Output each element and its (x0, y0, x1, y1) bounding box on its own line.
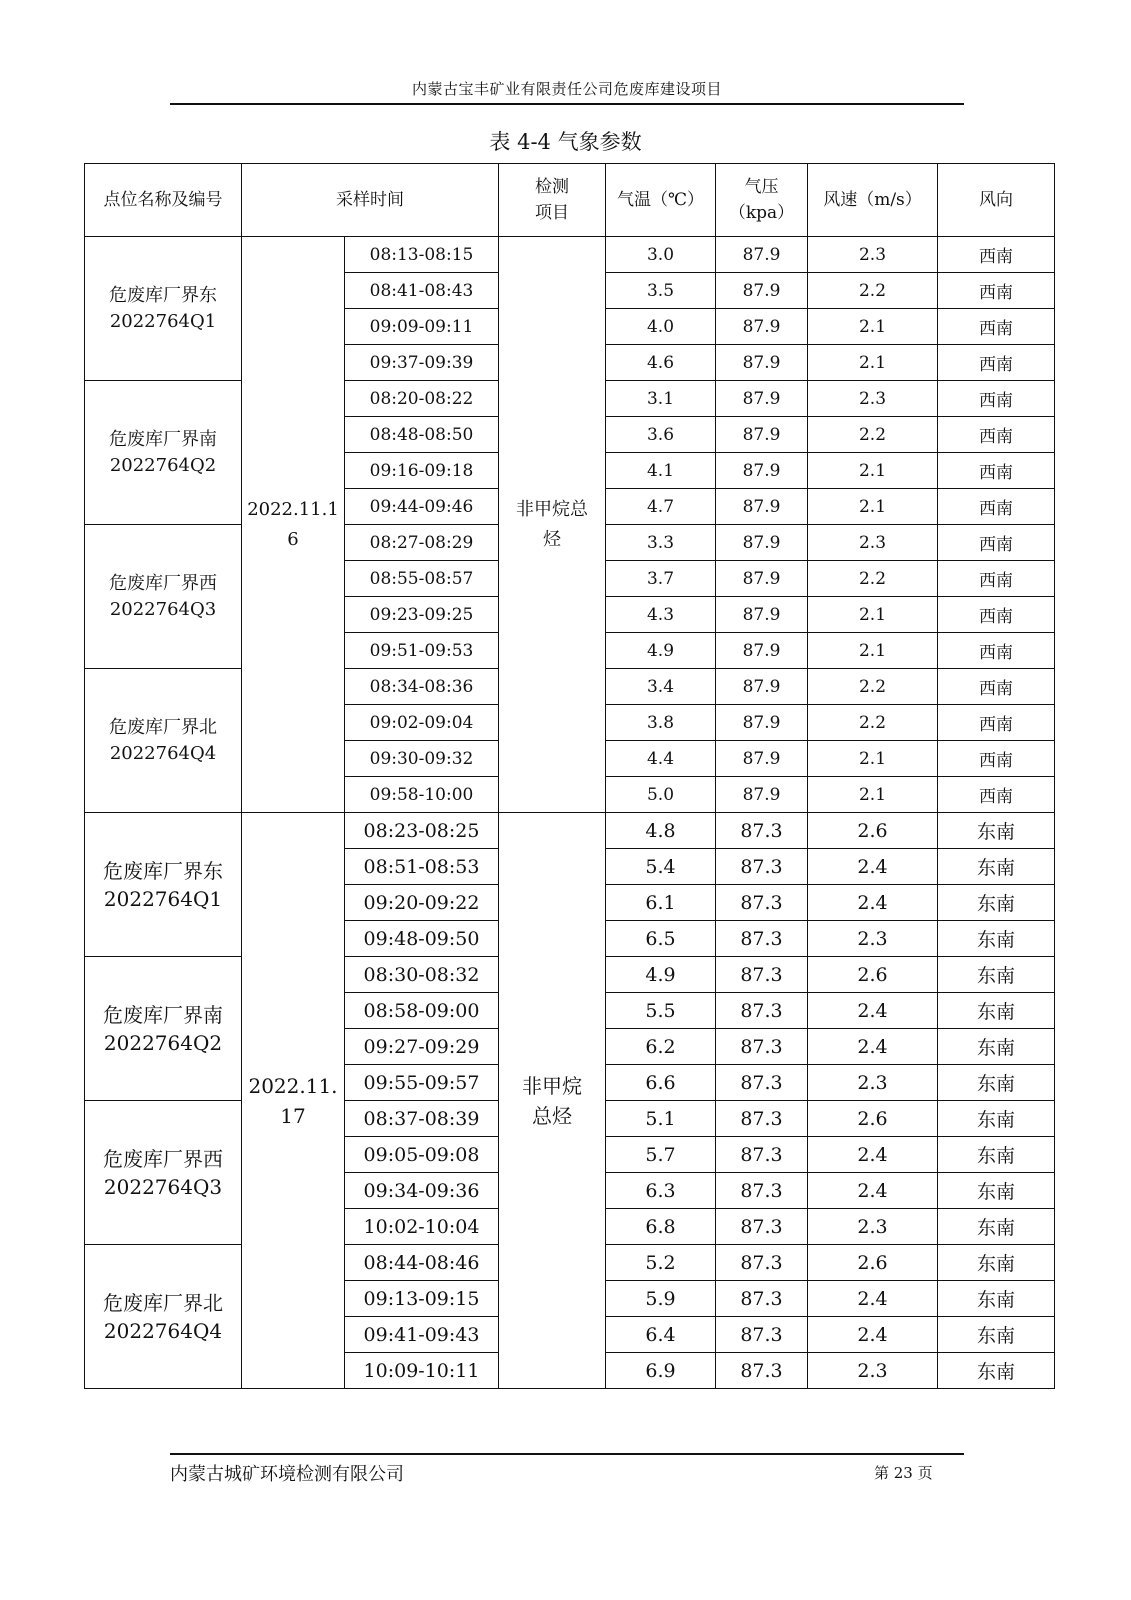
pressure-value: 87.9 (716, 633, 808, 669)
sampling-time: 09:13-09:15 (345, 1281, 499, 1317)
temperature-value: 3.1 (606, 381, 716, 417)
sampling-time: 08:30-08:32 (345, 957, 499, 993)
temperature-value: 5.5 (606, 993, 716, 1029)
wind-speed-value: 2.3 (808, 1065, 938, 1101)
sampling-time: 08:27-08:29 (345, 525, 499, 561)
sampling-time: 09:41-09:43 (345, 1317, 499, 1353)
wind-speed-value: 2.1 (808, 309, 938, 345)
wind-speed-value: 2.2 (808, 705, 938, 741)
wind-direction-value: 西南 (938, 417, 1055, 453)
pressure-value: 87.3 (716, 1029, 808, 1065)
col-header-site: 点位名称及编号 (85, 164, 242, 237)
pressure-value: 87.9 (716, 597, 808, 633)
site-cell (85, 525, 242, 669)
wind-speed-value: 2.6 (808, 1101, 938, 1137)
pressure-value: 87.9 (716, 417, 808, 453)
wind-speed-value: 2.4 (808, 1317, 938, 1353)
site-cell (85, 381, 242, 525)
wind-direction-value: 西南 (938, 489, 1055, 525)
site-name: 危废库厂界南 (109, 428, 217, 450)
wind-speed-value: 2.2 (808, 669, 938, 705)
sampling-time: 09:02-09:04 (345, 705, 499, 741)
wind-direction-value: 西南 (938, 345, 1055, 381)
wind-speed-value: 2.1 (808, 741, 938, 777)
wind-speed-value: 2.4 (808, 1281, 938, 1317)
temperature-value: 4.0 (606, 309, 716, 345)
wind-speed-value: 2.6 (808, 813, 938, 849)
col-header-wind-speed: 风速（m/s） (808, 164, 938, 237)
wind-direction-value: 东南 (938, 1317, 1055, 1353)
test-item-line1: 非甲烷 (522, 1073, 582, 1098)
wind-direction-value: 东南 (938, 957, 1055, 993)
wind-direction-value: 东南 (938, 1029, 1055, 1065)
site-cell (85, 813, 242, 957)
sampling-time: 09:55-09:57 (345, 1065, 499, 1101)
wind-speed-value: 2.4 (808, 849, 938, 885)
temperature-value: 4.3 (606, 597, 716, 633)
wind-direction-value: 西南 (938, 597, 1055, 633)
day-group-2022-11-16 (85, 237, 1055, 813)
wind-direction-value: 东南 (938, 885, 1055, 921)
site-cell (85, 237, 242, 381)
pressure-value: 87.9 (716, 561, 808, 597)
site-name: 危废库厂界南 (103, 1002, 223, 1027)
temperature-value: 4.8 (606, 813, 716, 849)
wind-direction-value: 东南 (938, 1353, 1055, 1389)
wind-direction-value: 西南 (938, 633, 1055, 669)
footer-rule (170, 1453, 964, 1455)
temperature-value: 6.1 (606, 885, 716, 921)
wind-direction-value: 东南 (938, 1065, 1055, 1101)
site-code: 2022764Q4 (103, 1318, 223, 1343)
sampling-date-line1: 2022.11.1 (247, 498, 339, 520)
sampling-date-line2: 6 (287, 528, 299, 550)
sampling-time: 08:37-08:39 (345, 1101, 499, 1137)
site-code: 2022764Q3 (109, 598, 217, 620)
temperature-value: 3.5 (606, 273, 716, 309)
wind-speed-value: 2.6 (808, 1245, 938, 1281)
wind-direction-value: 西南 (938, 309, 1055, 345)
sampling-time: 09:09-09:11 (345, 309, 499, 345)
page-header: 内蒙古宝丰矿业有限责任公司危废库建设项目 (411, 80, 722, 98)
table-row (85, 237, 1055, 273)
pressure-value: 87.3 (716, 1065, 808, 1101)
sampling-time: 09:51-09:53 (345, 633, 499, 669)
sampling-time: 09:30-09:32 (345, 741, 499, 777)
wind-direction-value: 西南 (938, 237, 1055, 273)
wind-speed-value: 2.2 (808, 561, 938, 597)
col-header-pressure (716, 164, 808, 237)
pressure-value: 87.9 (716, 741, 808, 777)
col-header-sampling-time: 采样时间 (242, 164, 499, 237)
wind-speed-value: 2.4 (808, 1173, 938, 1209)
wind-speed-value: 2.1 (808, 597, 938, 633)
site-code: 2022764Q3 (103, 1174, 223, 1199)
temperature-value: 6.4 (606, 1317, 716, 1353)
sampling-date-line2: 17 (280, 1103, 306, 1128)
wind-speed-value: 2.3 (808, 1353, 938, 1389)
pressure-value: 87.9 (716, 237, 808, 273)
test-item-line1: 非甲烷总 (516, 498, 588, 520)
wind-speed-value: 2.4 (808, 1137, 938, 1173)
test-item-line2: 总烃 (532, 1103, 572, 1128)
site-name: 危废库厂界西 (103, 1146, 223, 1171)
sampling-time: 08:44-08:46 (345, 1245, 499, 1281)
wind-speed-value: 2.4 (808, 993, 938, 1029)
temperature-value: 4.9 (606, 633, 716, 669)
temperature-value: 6.9 (606, 1353, 716, 1389)
wind-speed-value: 2.3 (808, 525, 938, 561)
col-header-wind-direction: 风向 (938, 164, 1055, 237)
temperature-value: 4.4 (606, 741, 716, 777)
wind-direction-value: 东南 (938, 1245, 1055, 1281)
sampling-time: 08:51-08:53 (345, 849, 499, 885)
pressure-value: 87.9 (716, 345, 808, 381)
temperature-value: 5.4 (606, 849, 716, 885)
wind-direction-value: 西南 (938, 777, 1055, 813)
temperature-value: 5.0 (606, 777, 716, 813)
site-code: 2022764Q1 (103, 886, 223, 911)
wind-speed-value: 2.6 (808, 957, 938, 993)
temperature-value: 4.1 (606, 453, 716, 489)
wind-speed-value: 2.3 (808, 1209, 938, 1245)
sampling-time: 08:20-08:22 (345, 381, 499, 417)
pressure-value: 87.3 (716, 1209, 808, 1245)
sampling-time: 09:58-10:00 (345, 777, 499, 813)
wind-direction-value: 东南 (938, 1209, 1055, 1245)
pressure-value: 87.9 (716, 453, 808, 489)
wind-direction-value: 西南 (938, 561, 1055, 597)
temperature-value: 6.8 (606, 1209, 716, 1245)
site-name: 危废库厂界东 (109, 284, 217, 306)
sampling-time: 08:58-09:00 (345, 993, 499, 1029)
col-header-pressure-line2: （kpa） (728, 203, 795, 223)
sampling-time: 09:16-09:18 (345, 453, 499, 489)
day-group-2022-11-17 (85, 813, 1055, 1389)
wind-speed-value: 2.3 (808, 381, 938, 417)
pressure-value: 87.3 (716, 849, 808, 885)
wind-direction-value: 东南 (938, 1281, 1055, 1317)
wind-direction-value: 东南 (938, 813, 1055, 849)
sampling-time: 09:48-09:50 (345, 921, 499, 957)
site-cell (85, 669, 242, 813)
col-header-item-line1: 检测 (535, 177, 569, 197)
wind-speed-value: 2.1 (808, 777, 938, 813)
wind-direction-value: 西南 (938, 669, 1055, 705)
site-name: 危废库厂界东 (103, 858, 223, 883)
wind-speed-value: 2.3 (808, 921, 938, 957)
wind-direction-value: 西南 (938, 525, 1055, 561)
sampling-time: 08:48-08:50 (345, 417, 499, 453)
pressure-value: 87.3 (716, 1101, 808, 1137)
pressure-value: 87.9 (716, 705, 808, 741)
temperature-value: 6.3 (606, 1173, 716, 1209)
site-code: 2022764Q2 (109, 454, 217, 476)
sampling-time: 08:55-08:57 (345, 561, 499, 597)
pressure-value: 87.3 (716, 885, 808, 921)
temperature-value: 5.7 (606, 1137, 716, 1173)
pressure-value: 87.3 (716, 921, 808, 957)
temperature-value: 6.2 (606, 1029, 716, 1065)
temperature-value: 6.6 (606, 1065, 716, 1101)
temperature-value: 4.6 (606, 345, 716, 381)
temperature-value: 4.7 (606, 489, 716, 525)
site-cell (85, 957, 242, 1101)
sampling-time: 09:23-09:25 (345, 597, 499, 633)
wind-direction-value: 西南 (938, 741, 1055, 777)
pressure-value: 87.3 (716, 1317, 808, 1353)
wind-direction-value: 东南 (938, 1173, 1055, 1209)
sampling-date-cell (242, 813, 345, 1389)
site-cell (85, 1101, 242, 1245)
wind-speed-value: 2.1 (808, 453, 938, 489)
wind-direction-value: 西南 (938, 381, 1055, 417)
site-code: 2022764Q2 (103, 1030, 223, 1055)
sampling-time: 09:44-09:46 (345, 489, 499, 525)
col-header-pressure-line1: 气压 (744, 177, 779, 197)
wind-direction-value: 东南 (938, 921, 1055, 957)
temperature-value: 5.1 (606, 1101, 716, 1137)
pressure-value: 87.9 (716, 381, 808, 417)
sampling-time: 09:37-09:39 (345, 345, 499, 381)
pressure-value: 87.3 (716, 1137, 808, 1173)
pressure-value: 87.9 (716, 669, 808, 705)
temperature-value: 3.0 (606, 237, 716, 273)
sampling-date-cell (242, 237, 345, 813)
temperature-value: 3.4 (606, 669, 716, 705)
table-header-row (85, 164, 1055, 237)
pressure-value: 87.9 (716, 777, 808, 813)
wind-speed-value: 2.2 (808, 273, 938, 309)
test-item-cell (499, 237, 606, 813)
site-name: 危废库厂界北 (103, 1290, 223, 1315)
table-title: 表 4-4 气象参数 (489, 130, 642, 154)
wind-speed-value: 2.3 (808, 237, 938, 273)
sampling-time: 10:02-10:04 (345, 1209, 499, 1245)
sampling-time: 08:41-08:43 (345, 273, 499, 309)
wind-direction-value: 东南 (938, 993, 1055, 1029)
pressure-value: 87.3 (716, 957, 808, 993)
sampling-time: 10:09-10:11 (345, 1353, 499, 1389)
temperature-value: 3.6 (606, 417, 716, 453)
col-header-temperature: 气温（℃） (606, 164, 716, 237)
site-name: 危废库厂界北 (109, 716, 217, 738)
site-code: 2022764Q1 (109, 310, 217, 332)
pressure-value: 87.3 (716, 813, 808, 849)
wind-speed-value: 2.1 (808, 489, 938, 525)
sampling-time: 09:20-09:22 (345, 885, 499, 921)
site-code: 2022764Q4 (109, 742, 217, 764)
temperature-value: 3.7 (606, 561, 716, 597)
wind-direction-value: 西南 (938, 273, 1055, 309)
sampling-time: 08:34-08:36 (345, 669, 499, 705)
wind-speed-value: 2.1 (808, 633, 938, 669)
wind-direction-value: 西南 (938, 705, 1055, 741)
wind-speed-value: 2.2 (808, 417, 938, 453)
table-row (85, 813, 1055, 849)
wind-direction-value: 东南 (938, 1101, 1055, 1137)
weather-parameter-table (84, 163, 1055, 1389)
temperature-value: 5.9 (606, 1281, 716, 1317)
pressure-value: 87.9 (716, 309, 808, 345)
footer-company: 内蒙古城矿环境检测有限公司 (170, 1464, 404, 1485)
col-header-item (499, 164, 606, 237)
pressure-value: 87.3 (716, 1173, 808, 1209)
wind-direction-value: 西南 (938, 453, 1055, 489)
wind-speed-value: 2.4 (808, 885, 938, 921)
temperature-value: 3.3 (606, 525, 716, 561)
sampling-time: 09:27-09:29 (345, 1029, 499, 1065)
temperature-value: 4.9 (606, 957, 716, 993)
pressure-value: 87.3 (716, 1353, 808, 1389)
col-header-item-line2: 项目 (535, 203, 569, 223)
sampling-time: 09:05-09:08 (345, 1137, 499, 1173)
pressure-value: 87.9 (716, 489, 808, 525)
header-rule (170, 103, 964, 105)
sampling-time: 08:13-08:15 (345, 237, 499, 273)
wind-speed-value: 2.1 (808, 345, 938, 381)
test-item-cell (499, 813, 606, 1389)
pressure-value: 87.9 (716, 525, 808, 561)
pressure-value: 87.9 (716, 273, 808, 309)
wind-speed-value: 2.4 (808, 1029, 938, 1065)
pressure-value: 87.3 (716, 1245, 808, 1281)
temperature-value: 6.5 (606, 921, 716, 957)
site-cell (85, 1245, 242, 1389)
sampling-time: 08:23-08:25 (345, 813, 499, 849)
sampling-date-line1: 2022.11. (248, 1073, 338, 1098)
sampling-time: 09:34-09:36 (345, 1173, 499, 1209)
footer-page-number: 第 23 页 (874, 1464, 933, 1482)
site-name: 危废库厂界西 (109, 572, 217, 594)
temperature-value: 5.2 (606, 1245, 716, 1281)
pressure-value: 87.3 (716, 993, 808, 1029)
pressure-value: 87.3 (716, 1281, 808, 1317)
temperature-value: 3.8 (606, 705, 716, 741)
test-item-line2: 烃 (543, 528, 561, 550)
wind-direction-value: 东南 (938, 849, 1055, 885)
wind-direction-value: 东南 (938, 1137, 1055, 1173)
